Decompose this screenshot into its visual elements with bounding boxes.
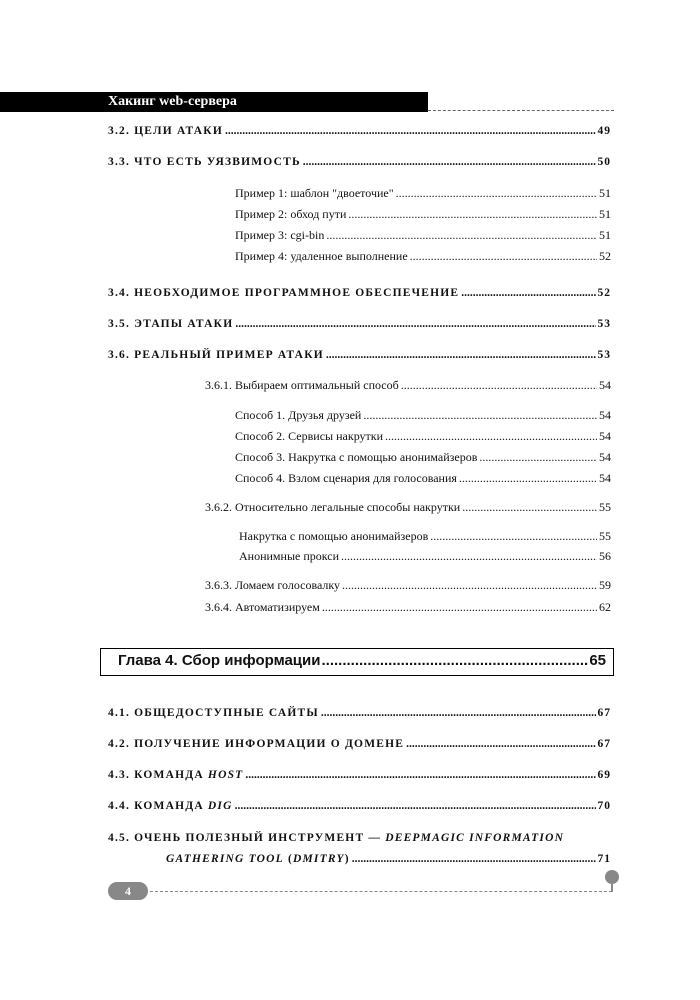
toc-entry[interactable]: 4.4. КОМАНДА DIG ..... 70 bbox=[108, 800, 611, 812]
toc-entry[interactable]: 4.3. КОМАНДА HOST ..... 69 bbox=[108, 769, 611, 781]
chapter-entry[interactable]: Глава 4. Сбор информации ..... 65 bbox=[118, 652, 606, 669]
toc-entry[interactable]: Способ 1. Друзья друзей ..... 54 bbox=[235, 408, 611, 423]
toc-entry[interactable]: Пример 3: cgi-bin ..... 51 bbox=[235, 228, 611, 243]
toc-entry[interactable]: Способ 2. Сервисы накрутки ..... 54 bbox=[235, 429, 611, 444]
toc-entry-line1[interactable]: 4.5. ОЧЕНЬ ПОЛЕЗНЫЙ ИНСТРУМЕНТ — DEEPMAGIC INFORMATION bbox=[108, 832, 565, 844]
toc-entry[interactable]: 4.1. ОБЩЕДОСТУПНЫЕ САЙТЫ ..... 67 bbox=[108, 707, 611, 719]
page-number-badge: 4 bbox=[108, 882, 148, 900]
toc-entry[interactable]: 3.6.3. Ломаем голосовалку ..... 59 bbox=[205, 578, 611, 593]
toc-entry[interactable]: 3.6.2. Относительно легальные способы накрутки ..... 55 bbox=[205, 500, 611, 515]
toc-entry[interactable]: Пример 4: удаленное выполнение ..... 52 bbox=[235, 249, 611, 264]
toc-entry[interactable]: Способ 3. Накрутка с помощью анонимайзеров ..... 54 bbox=[235, 450, 611, 465]
footer-tick bbox=[611, 884, 613, 892]
toc-entry[interactable]: Пример 2: обход пути ..... 51 bbox=[235, 207, 611, 222]
toc-entry[interactable]: 3.6.4. Автоматизируем ..... 62 bbox=[205, 600, 611, 615]
toc-entry[interactable]: 3.6.1. Выбираем оптимальный способ ..... 54 bbox=[205, 378, 611, 393]
footer-dot-icon bbox=[605, 870, 619, 884]
toc-entry[interactable]: 3.5. ЭТАПЫ АТАКИ ..... 53 bbox=[108, 318, 611, 330]
footer-dashed-rule bbox=[150, 891, 612, 892]
toc-entry[interactable]: 3.2. ЦЕЛИ АТАКИ ..... 49 bbox=[108, 125, 611, 137]
toc-entry[interactable]: 3.4. НЕОБХОДИМОЕ ПРОГРАММНОЕ ОБЕСПЕЧЕНИЕ ..... 52 bbox=[108, 287, 611, 299]
toc-entry[interactable]: 3.3. ЧТО ЕСТЬ УЯЗВИМОСТЬ ..... 50 bbox=[108, 156, 611, 168]
toc-entry[interactable]: 3.6. РЕАЛЬНЫЙ ПРИМЕР АТАКИ ..... 53 bbox=[108, 349, 611, 361]
toc-entry[interactable]: Накрутка с помощью анонимайзеров ..... 55 bbox=[239, 529, 611, 544]
toc-entry[interactable]: 4.2. ПОЛУЧЕНИЕ ИНФОРМАЦИИ О ДОМЕНЕ ..... 67 bbox=[108, 738, 611, 750]
toc-entry-line2[interactable]: GATHERING TOOL (DMITRY) ..... 71 bbox=[166, 853, 611, 865]
running-header-title: Хакинг web-сервера bbox=[108, 94, 237, 109]
toc-entry[interactable]: Пример 1: шаблон "двоеточие" ..... 51 bbox=[235, 186, 611, 201]
toc-entry[interactable]: Способ 4. Взлом сценария для голосования ..... 54 bbox=[235, 471, 611, 486]
toc-entry[interactable]: Анонимные прокси ..... 56 bbox=[239, 549, 611, 564]
